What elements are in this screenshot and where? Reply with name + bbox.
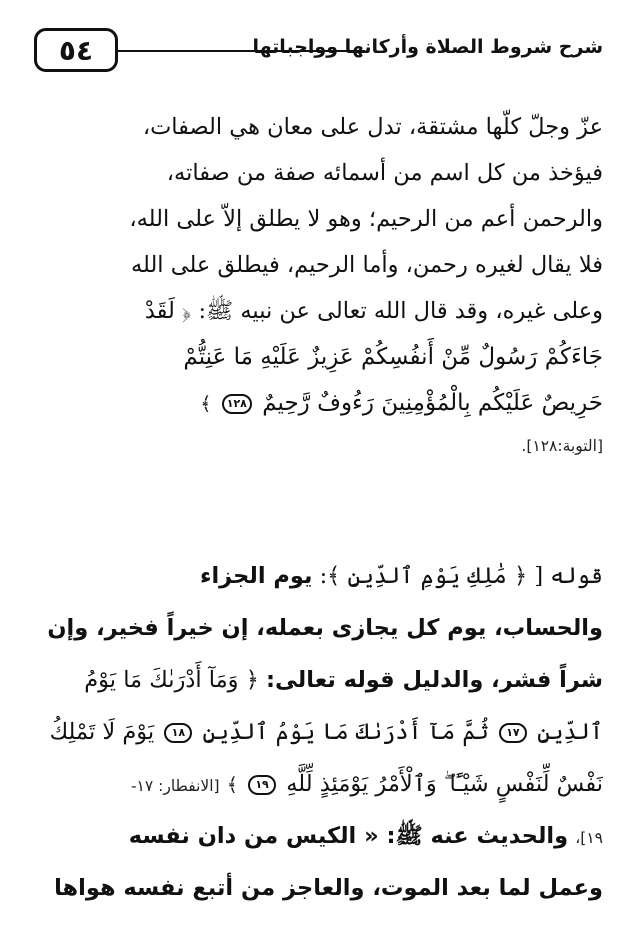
verse-text: يَوْمَ لَا تَمْلِكُ — [49, 719, 155, 745]
page-number-box — [34, 28, 118, 72]
verse-quote: قوله [ ﴿ مَٰلِكِ يَوْمِ ٱلدِّينِ ﴾: — [319, 563, 603, 589]
running-header — [26, 24, 603, 78]
text-line: فيؤخذ من كل اسم من أسمائه صفة من صفاته، — [166, 160, 603, 186]
verse-text: نَفْسٌ لِّنَفْسٍ شَيْـًٔا ۖ وَٱلْأَمْرُ يَوْمَئِذٍ لِّلَّهِ — [286, 771, 603, 797]
quran-verse-line: جَاءَكُمْ رَسُولٌ مِّنْ أَنفُسِكُمْ عَزِيزٌ عَلَيْهِ مَا عَنِتُّمْ — [183, 344, 603, 370]
ayah-number-marker: ١٩ — [248, 775, 276, 795]
text-line — [28, 810, 603, 862]
verse-text: ﴿ وَمَآ أَدْرَىٰكَ مَا يَوْمُ — [84, 667, 259, 693]
bold-text-line: والحساب، يوم كل يجازى بعمله، إن خيراً فخير، وإن — [47, 615, 603, 641]
text-line — [28, 654, 603, 706]
verse-text: ٱلدِّينِ — [537, 719, 603, 745]
verse-text: حَرِيصٌ عَلَيْكُم بِالْمُؤْمِنِينَ رَءُوفٌ رَّحِيمٌ — [262, 390, 603, 416]
bold-text: شراً فشر، والدليل قوله تعالى: — [266, 667, 603, 693]
verse-text: ثُمَّ مَآ أَدْرَىٰكَ مَا يَوْمُ ٱلدِّينِ — [202, 719, 489, 745]
text-line: والرحمن أعم من الرحيم؛ وهو لا يطلق إلاّ على الله، — [129, 206, 603, 232]
hadith-text: والحديث عنه ﷺ: « الكيس من دان نفسه — [128, 823, 569, 849]
running-title: شرح شروط الصلاة وأركانها وواجباتها — [252, 36, 603, 58]
quran-verse-line — [28, 706, 603, 758]
paragraph-2 — [28, 550, 603, 914]
text-line: عزّ وجلّ كلّها مشتقة، تدل على معان هي الصفات، — [142, 114, 603, 140]
text-line — [28, 550, 603, 602]
quran-verse-line — [28, 380, 603, 426]
paragraph-1 — [28, 104, 603, 466]
hadith-text-line: وعمل لما بعد الموت، والعاجز من أتبع نفسه هواها — [54, 875, 603, 901]
ayah-number-marker: ١٧ — [499, 723, 527, 743]
surah-reference: ١٩]، — [575, 829, 603, 847]
closing-bracket-ornament: ﴾ — [200, 393, 212, 415]
quran-verse-line — [28, 758, 603, 810]
text-line: فلا يقال لغيره رحمن، وأما الرحيم، فيطلق على الله — [130, 252, 603, 278]
bold-text: يوم الجزاء — [199, 563, 313, 589]
surah-reference: [التوبة:١٢٨]. — [521, 437, 603, 455]
ayah-number-marker: ١٨ — [164, 723, 192, 743]
surah-reference: [الانفطار: ١٧- — [130, 777, 220, 795]
ayah-number-marker: ١٢٨ — [222, 394, 252, 414]
text-line: وعلى غيره، وقد قال الله تعالى عن نبيه ﷺ: ﴿ لَقَدْ — [144, 298, 603, 324]
closing-bracket-ornament: ﴾ — [226, 774, 238, 796]
page-number: ٥٤ — [58, 33, 94, 67]
reference-line — [28, 426, 603, 466]
